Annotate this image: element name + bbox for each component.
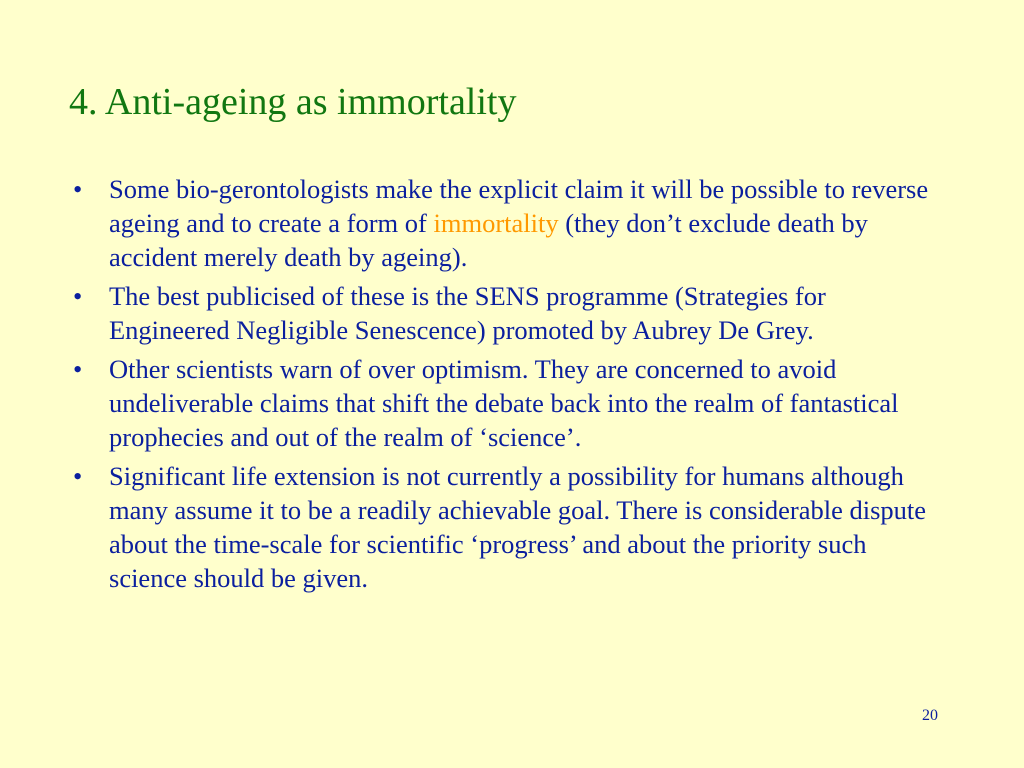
bullet-text-1-end: (they don’t exclude death by accident merely death by ageing).: [109, 208, 868, 272]
bullet-text-1-start: Some bio-gerontologists make the explicit claim it will be possible to reverse ageing and to create a form of: [109, 174, 929, 238]
bullet-item-2: [73, 279, 933, 347]
bullet-text-2: The best publicised of these is the SENS programme (Strategies for Engineered Negligible Senescence) promoted by Aubrey De Grey.: [109, 281, 826, 345]
bullet-marker: •: [73, 354, 83, 384]
bullet-marker: •: [73, 281, 83, 311]
bullet-text-4: Significant life extension is not currently a possibility for humans although many assume it to be a readily achievable goal. There is considerable dispute about the time-scale for scientific ‘progress’ and about the priority such science should be given.: [109, 461, 927, 593]
highlighted-term-immortality: immortality: [433, 208, 559, 238]
bullet-item-1: [73, 172, 933, 274]
bullet-marker: •: [73, 461, 83, 491]
page-number: 20: [922, 707, 938, 724]
bullet-text-3: Other scientists warn of over optimism. They are concerned to avoid undeliverable claims that shift the debate back into the realm of fantastical prophecies and out of the realm of ‘science’.: [109, 354, 899, 452]
bullet-list: [73, 172, 933, 600]
slide-title: 4. Anti-ageing as immortality: [69, 81, 517, 123]
bullet-marker: •: [73, 174, 83, 204]
bullet-item-3: [73, 352, 933, 454]
bullet-item-4: [73, 459, 933, 595]
